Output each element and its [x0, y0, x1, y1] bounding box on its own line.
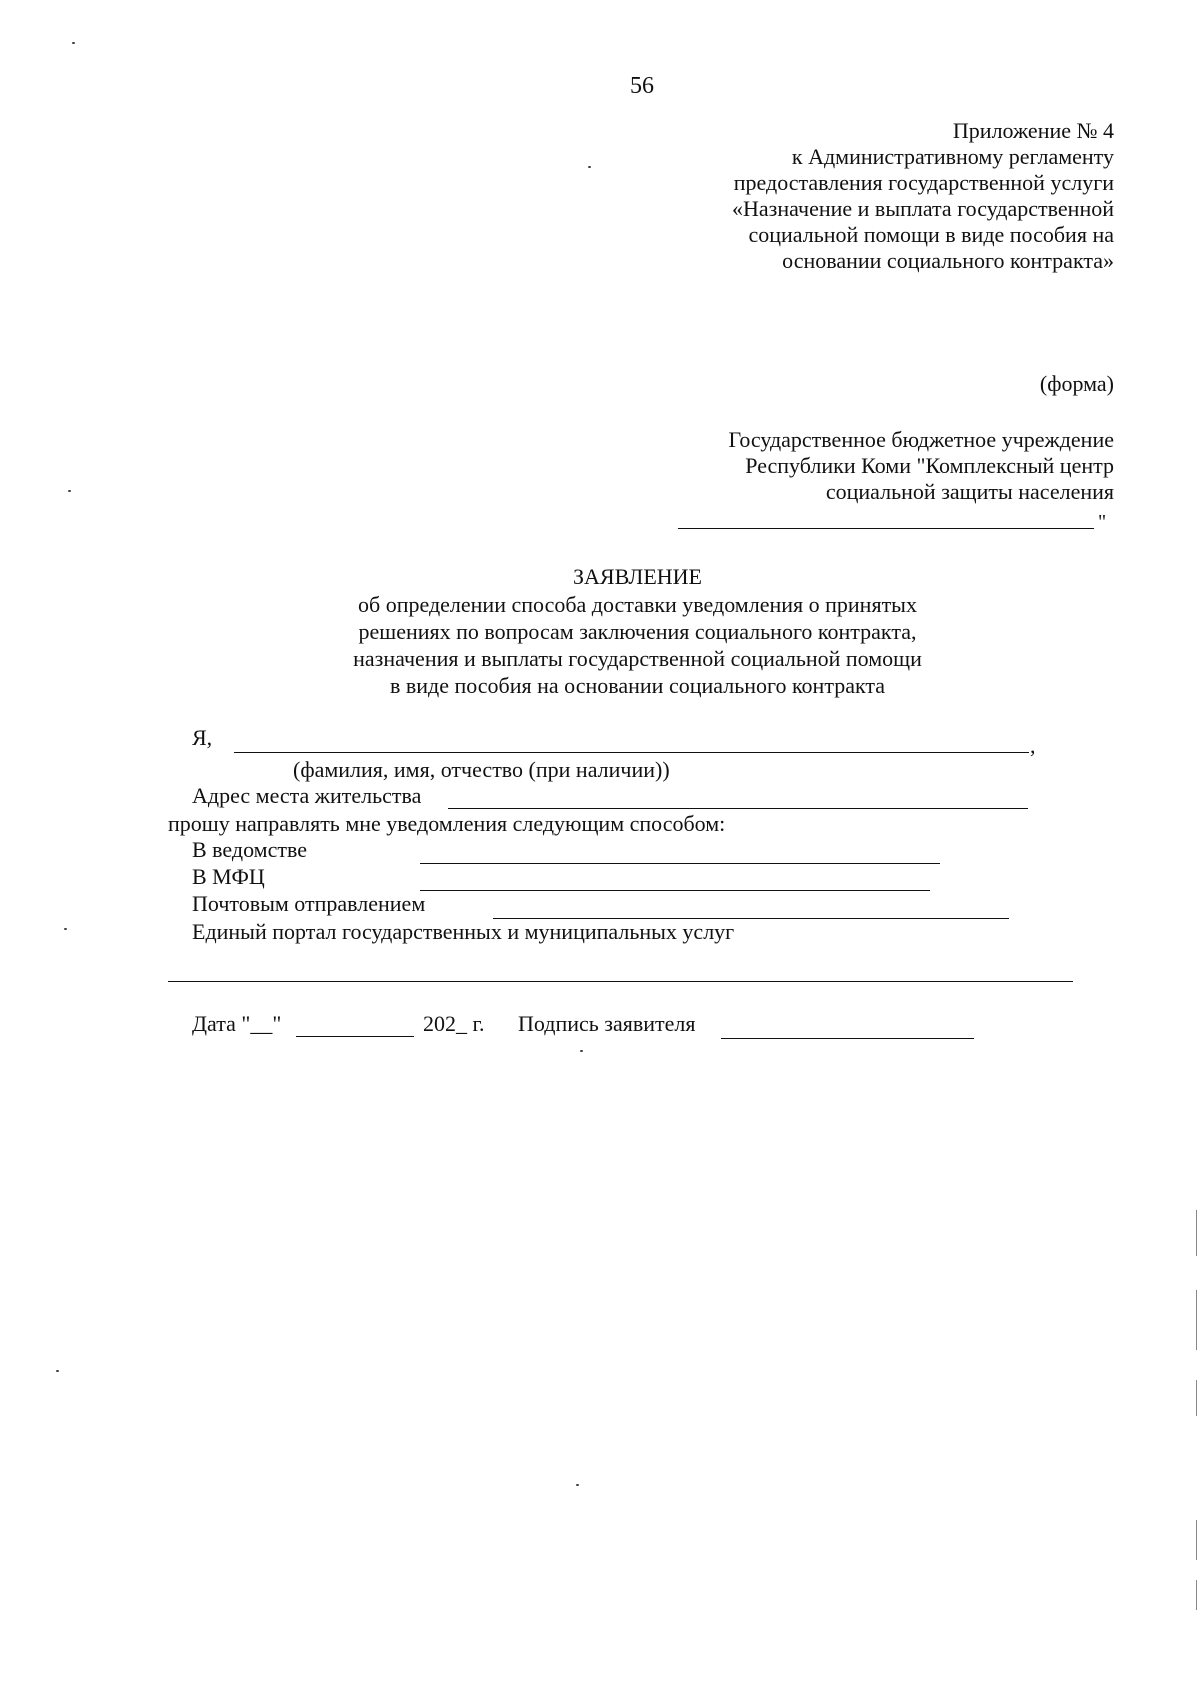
scan-speck: [64, 928, 67, 930]
address-field[interactable]: [448, 808, 1028, 809]
scan-edge-mark: [1196, 1290, 1197, 1350]
appendix-header: [732, 118, 1114, 274]
form-label: (форма): [1039, 371, 1114, 396]
subtitle-line: об определении способа доставки уведомления о принятых: [358, 592, 917, 617]
scan-speck: [68, 490, 71, 492]
scan-edge-mark: [1196, 1380, 1197, 1416]
document-title: ЗАЯВЛЕНИЕ: [573, 564, 702, 589]
page-number: 56: [630, 73, 654, 99]
applicant-name-caption: (фамилия, имя, отчество (при наличии)): [293, 757, 670, 782]
appendix-line: «Назначение и выплата государственной: [732, 196, 1114, 221]
addressee-block: [729, 427, 1114, 505]
date-label: Дата "__": [192, 1011, 282, 1036]
document-subtitle: [0, 591, 1200, 699]
applicant-trailing-comma: ,: [1030, 733, 1036, 758]
scan-speck: [56, 1370, 59, 1372]
date-month-field[interactable]: [296, 1036, 414, 1037]
scan-speck: [588, 166, 591, 168]
signature-label: Подпись заявителя: [518, 1011, 696, 1036]
appendix-line: к Административному регламенту: [791, 144, 1114, 169]
scan-edge-mark: [1196, 1210, 1197, 1256]
scan-speck: [576, 1484, 579, 1486]
applicant-name-field[interactable]: [234, 752, 1029, 753]
request-text: прошу направлять мне уведомления следующим способом:: [168, 811, 726, 836]
divider-line: [168, 981, 1073, 982]
addressee-blank-line: [678, 528, 1094, 529]
appendix-line: предоставления государственной услуги: [733, 170, 1114, 195]
scan-edge-mark: [1196, 1580, 1197, 1610]
date-year: 202_ г.: [423, 1011, 485, 1036]
addressee-line: социальной защиты населения: [825, 479, 1114, 504]
option-mfc-field[interactable]: [420, 890, 930, 891]
address-label: Адрес места жительства: [192, 783, 422, 808]
subtitle-line: назначения и выплаты государственной социальной помощи: [353, 646, 922, 671]
scan-speck: [580, 1050, 583, 1052]
option-agency: В ведомстве: [192, 837, 308, 862]
subtitle-line: решениях по вопросам заключения социального контракта,: [358, 619, 917, 644]
addressee-line: Республики Коми "Комплексный центр: [745, 453, 1114, 478]
option-mfc: В МФЦ: [192, 864, 265, 889]
signature-field[interactable]: [721, 1038, 974, 1039]
option-gosuslugi: Единый портал государственных и муниципальных услуг: [192, 919, 735, 944]
addressee-line: Государственное бюджетное учреждение: [728, 427, 1114, 452]
option-post: Почтовым отправлением: [192, 891, 426, 916]
appendix-line: социальной помощи в виде пособия на: [748, 222, 1114, 247]
option-agency-field[interactable]: [420, 863, 940, 864]
scan-edge-mark: [1196, 1520, 1197, 1560]
applicant-prefix: Я,: [192, 725, 213, 750]
subtitle-line: в виде пособия на основании социального контракта: [389, 673, 886, 698]
addressee-closing-quote: ": [1098, 511, 1107, 533]
appendix-line: Приложение № 4: [952, 118, 1114, 143]
appendix-line: основании социального контракта»: [782, 248, 1114, 273]
scan-speck: [72, 42, 75, 44]
